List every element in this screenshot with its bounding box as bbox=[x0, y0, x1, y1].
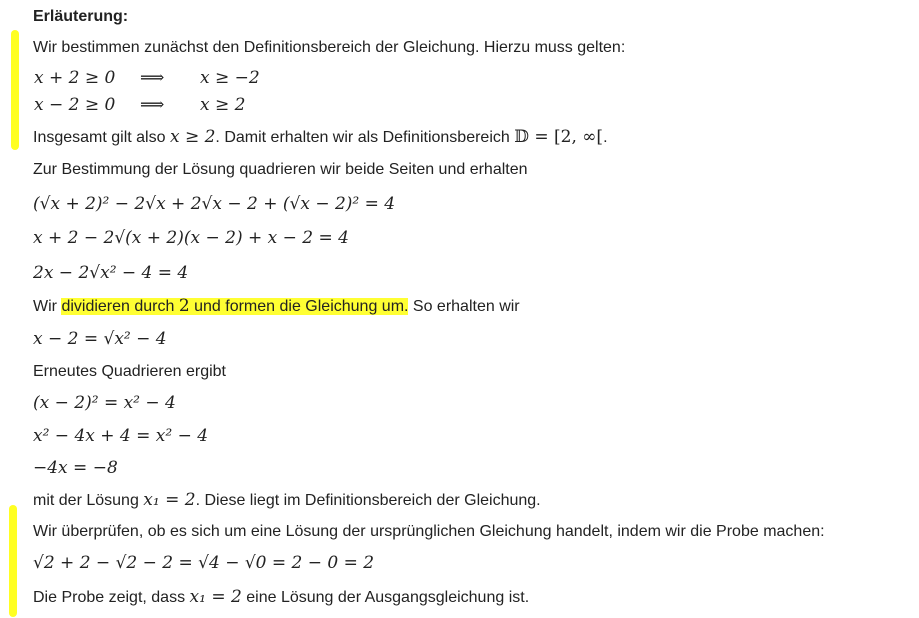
squaring-text: Zur Bestimmung der Lösung quadrieren wir beide Seiten und erhalten bbox=[33, 161, 528, 178]
solution-value: x₁ = 2 bbox=[143, 490, 196, 510]
divide-text-a: Wir bbox=[33, 298, 62, 315]
equation-1: (√x + 2)² − 2√x + 2√x − 2 + (√x − 2)² = 4 bbox=[33, 194, 396, 214]
heading: Erläuterung: bbox=[33, 8, 129, 25]
intro-text: Wir bestimmen zunächst den Definitionsbereich der Gleichung. Hierzu muss gelten: bbox=[33, 39, 626, 56]
domain-sentence bbox=[33, 126, 608, 149]
solution-text-a: mit der Lösung bbox=[33, 492, 144, 509]
equation-check: √2 + 2 − √2 − 2 = √4 − √0 = 2 − 0 = 2 bbox=[33, 553, 375, 573]
condition-2-right: x ≥ 2 bbox=[200, 95, 246, 115]
highlighted-text: dividieren durch 2 und formen die Gleichung um. bbox=[61, 296, 409, 316]
domain-text-c: . bbox=[603, 129, 608, 146]
solution-sentence bbox=[33, 489, 541, 512]
domain-set: 𝔻 = [2, ∞[ bbox=[514, 127, 604, 147]
conclusion-sentence bbox=[33, 586, 529, 609]
condition-2-left: x − 2 ≥ 0 bbox=[34, 95, 116, 115]
highlight-marker-bottom bbox=[9, 505, 17, 617]
domain-text-b: . Damit erhalten wir als Definitionsbereich bbox=[215, 129, 515, 146]
check-intro-text: Wir überprüfen, ob es sich um eine Lösung der ursprünglichen Gleichung handelt, indem wir die Probe machen: bbox=[33, 523, 825, 540]
equation-6: x² − 4x + 4 = x² − 4 bbox=[33, 426, 209, 446]
domain-text-a: Insgesamt gilt also bbox=[33, 129, 170, 146]
domain-condition: x ≥ 2 bbox=[169, 127, 216, 147]
equation-3: 2x − 2√x² − 4 = 4 bbox=[33, 263, 189, 283]
condition-1-left: x + 2 ≥ 0 bbox=[34, 68, 116, 88]
highlight-marker-top bbox=[11, 30, 19, 150]
equation-2: x + 2 − 2√(x + 2)(x − 2) + x − 2 = 4 bbox=[33, 228, 349, 248]
conclusion-value: x₁ = 2 bbox=[189, 587, 242, 607]
solution-text-b: . Diese liegt im Definitionsbereich der Gleichung. bbox=[195, 492, 541, 509]
conclusion-text-a: Die Probe zeigt, dass bbox=[33, 589, 190, 606]
condition-2-arrow: ⟹ bbox=[140, 95, 165, 115]
condition-1-arrow: ⟹ bbox=[140, 68, 165, 88]
divide-sentence bbox=[33, 295, 520, 318]
divide-text-b: So erhalten wir bbox=[408, 298, 520, 315]
equation-7: −4x = −8 bbox=[33, 458, 118, 478]
resquaring-text: Erneutes Quadrieren ergibt bbox=[33, 363, 226, 380]
conclusion-text-b: eine Lösung der Ausgangsgleichung ist. bbox=[241, 589, 530, 606]
equation-5: (x − 2)² = x² − 4 bbox=[33, 393, 176, 413]
condition-1-right: x ≥ −2 bbox=[200, 68, 260, 88]
equation-4: x − 2 = √x² − 4 bbox=[33, 329, 167, 349]
